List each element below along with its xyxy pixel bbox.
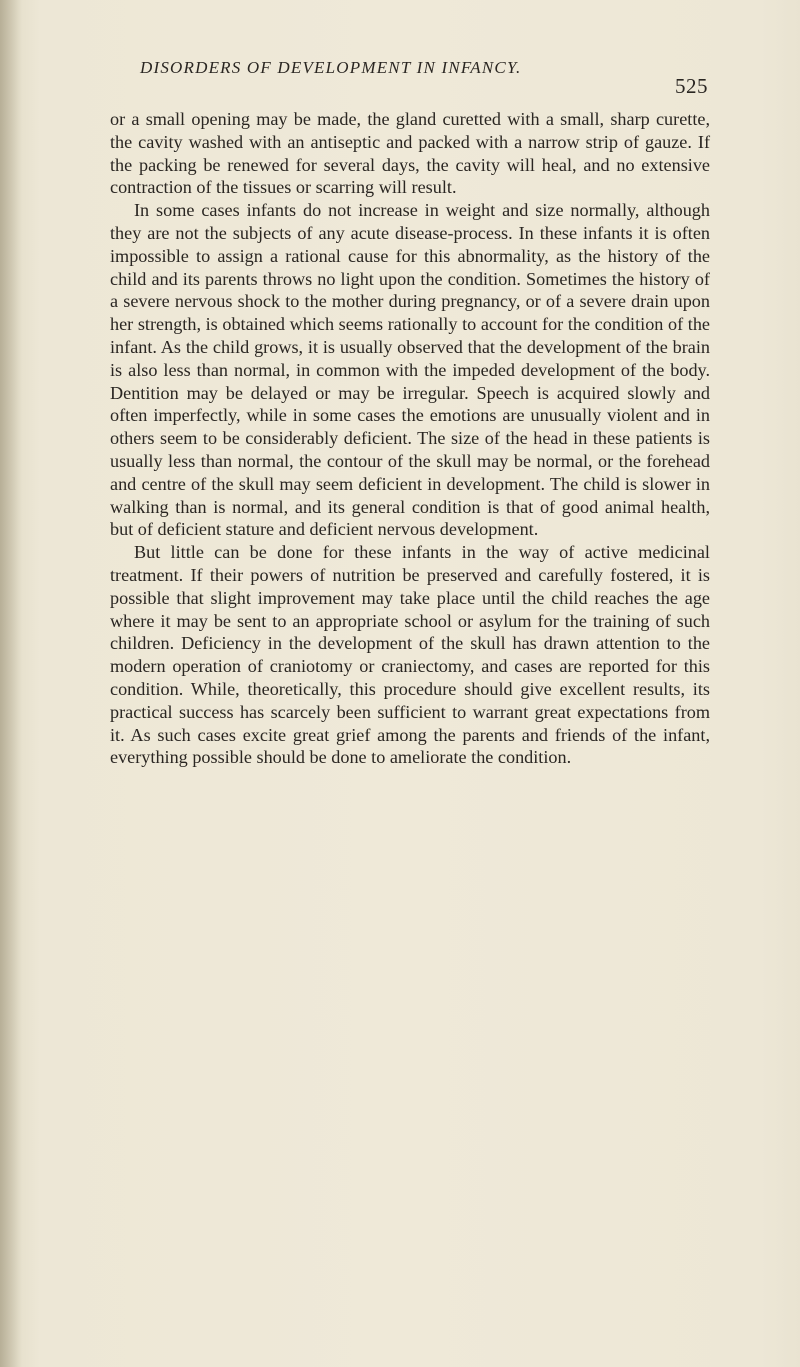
paragraph-continued: or a small opening may be made, the gland curetted with a small, sharp curette, the cavity washed with an antiseptic and packed with a narrow strip of gauze. If the packing be renewed for several days, the cavity will heal, and no extensive contraction of the tissues or scarring will result.: [110, 109, 710, 198]
paragraph-developmental-deficiency: In some cases infants do not increase in weight and size normally, although they are not the subjects of any acute disease-process. In these infants it is often impossible to assign a rational cause for this abnormality, as the history of the child and its parents throws no light upon the condition. Sometimes the history of a severe nervous shock to the mother during pregnancy, or of a severe drain upon her strength, is obtained which seems rationally to account for the condition of the infant. As the child grows, it is usually observed that the development of the brain is also less than normal, in common with the impeded development of the body. Dentition may be delayed or may be irregular. Speech is acquired slowly and often imperfectly, while in some cases the emotions are unusually violent and in others seem to be considerably deficient. The size of the head in these patients is usually less than normal, the contour of the skull may be normal, or the forehead and centre of the skull may seem deficient in development. The child is slower in walking than is normal, and its general condition is that of good animal health, but of deficient stature and deficient nervous development.: [110, 200, 710, 540]
running-header: DISORDERS OF DEVELOPMENT IN INFANCY.: [140, 58, 522, 77]
page-number: 525: [675, 74, 708, 98]
binding-gutter-shadow: [0, 0, 22, 1367]
paragraph-treatment: But little can be done for these infants in the way of active medicinal treatment. If their powers of nutrition be preserved and carefully fostered, it is possible that slight improvement may take place until the child reaches the age where it may be sent to an appropriate school or asylum for the training of such children. Deficiency in the development of the skull has drawn attention to the modern operation of craniotomy or craniectomy, and cases are reported for this condition. While, theoretically, this procedure should give excellent results, its practical success has scarcely been sufficient to warrant great expectations from it. As such cases excite great grief among the parents and friends of the infant, everything possible should be done to ameliorate the condition.: [110, 542, 710, 768]
body-text: [110, 108, 710, 769]
